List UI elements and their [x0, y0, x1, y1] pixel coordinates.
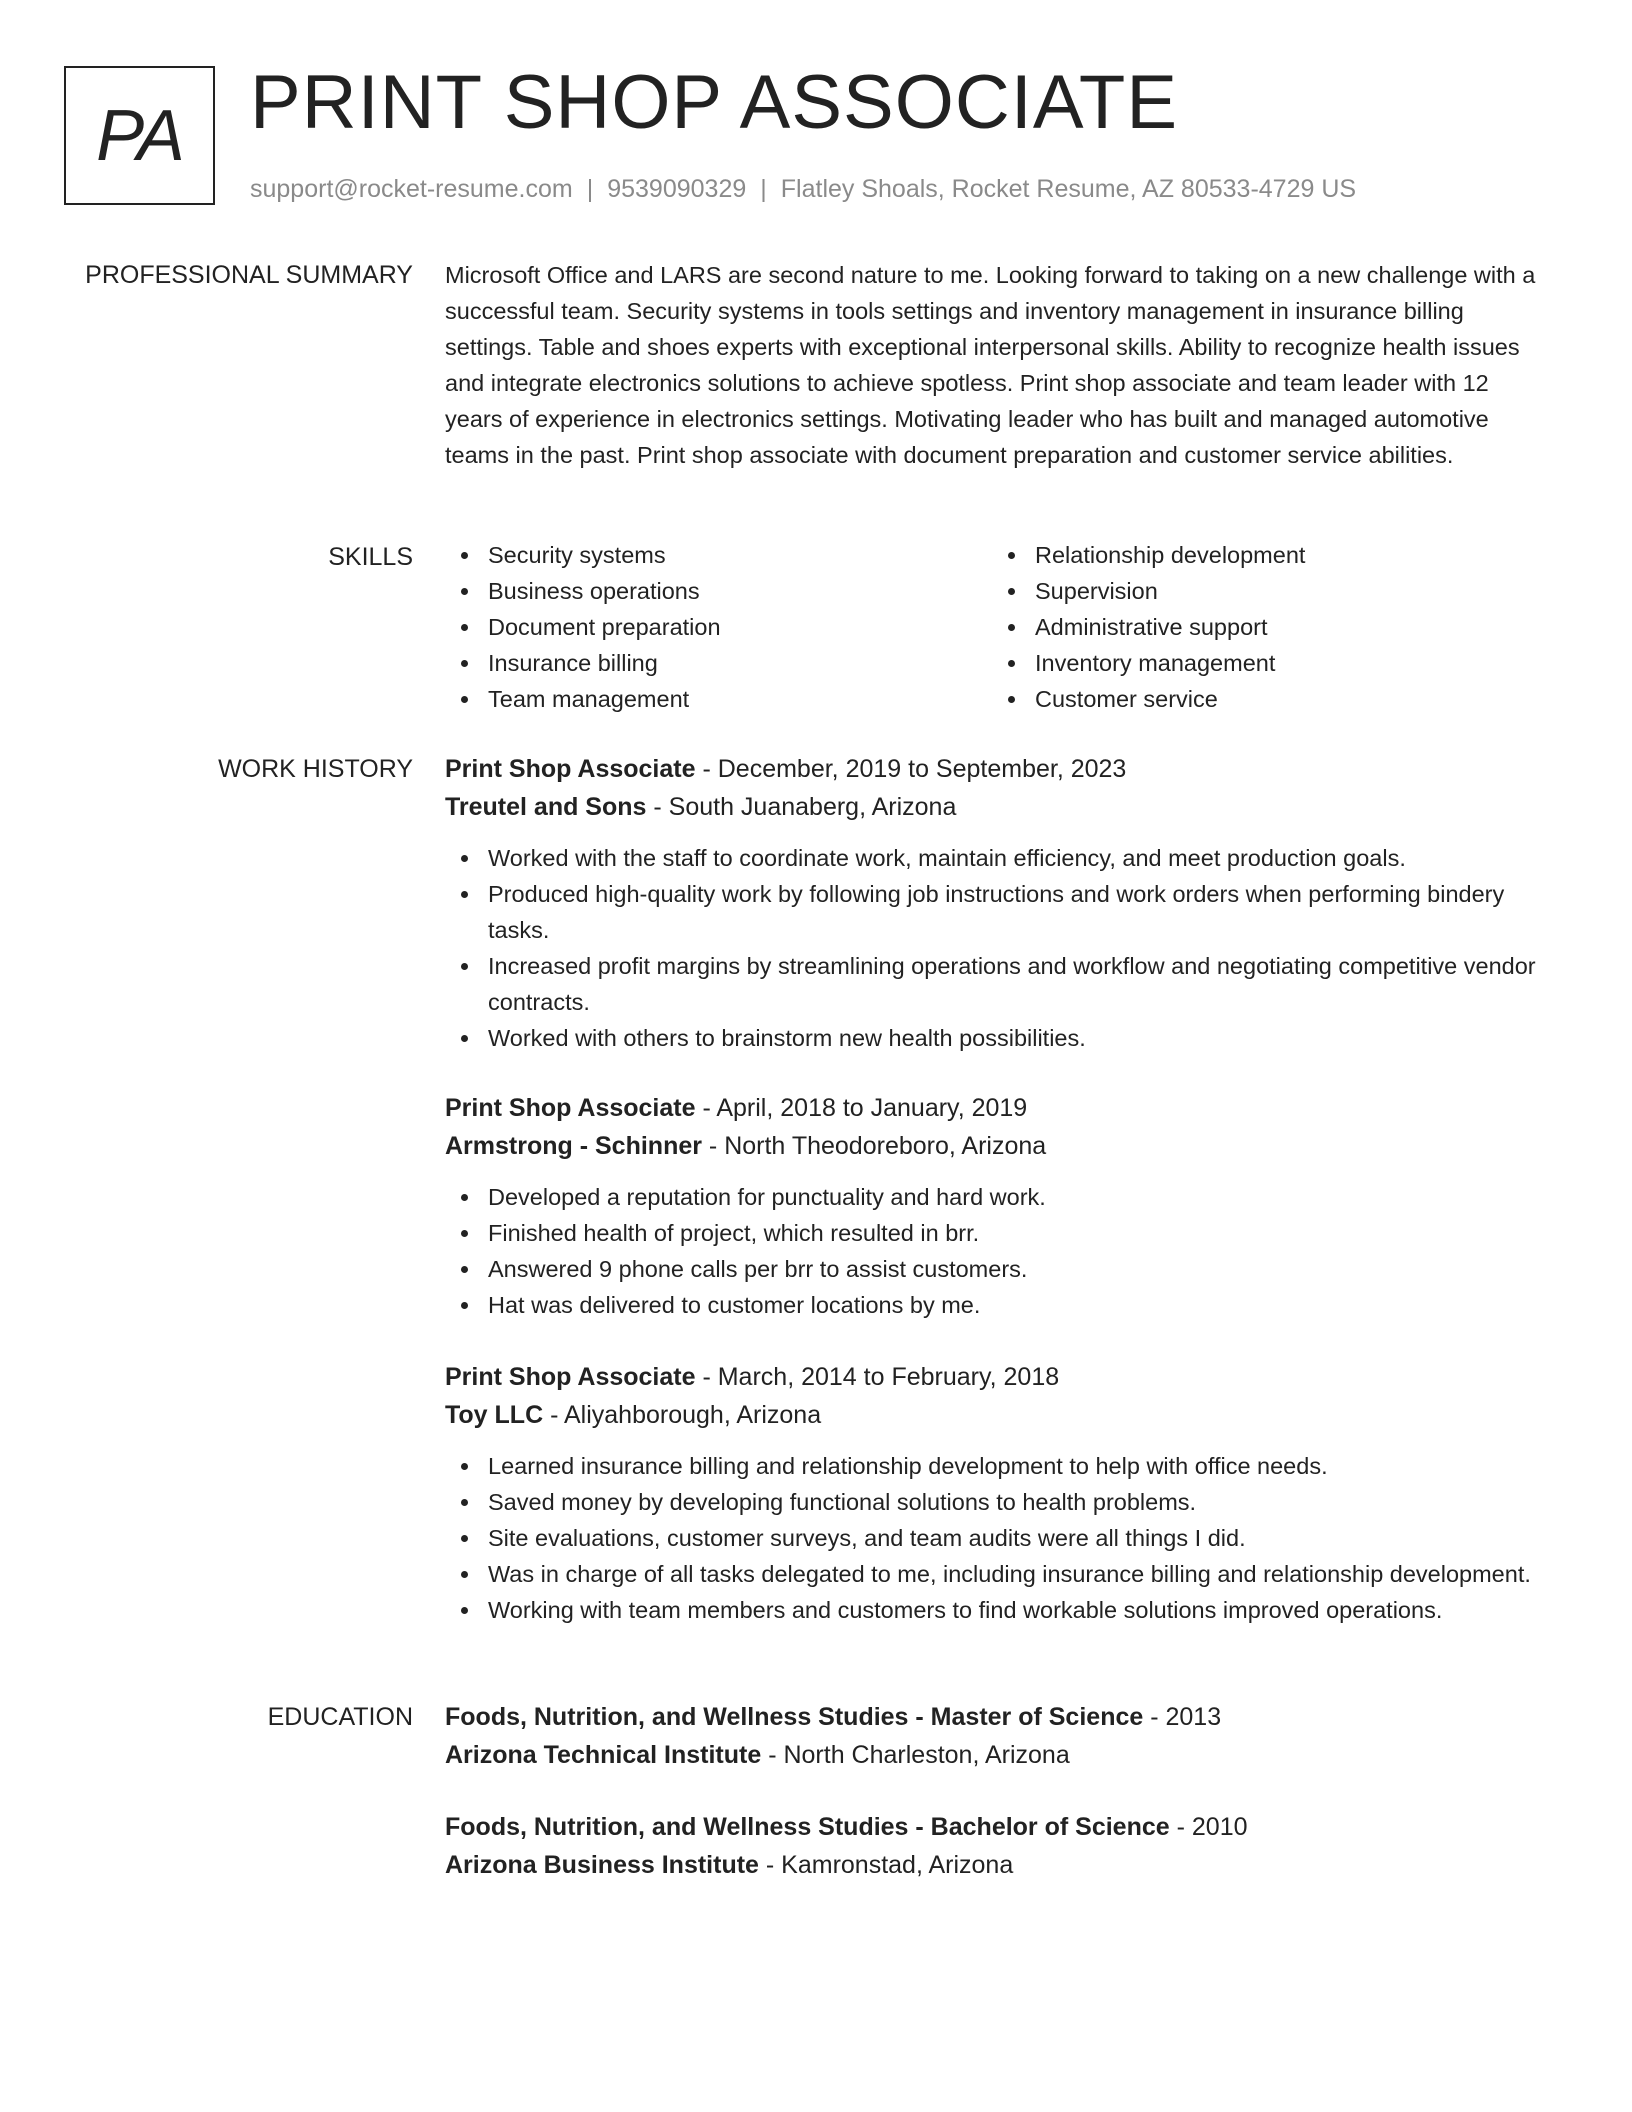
job-bullet: Saved money by developing functional solutions to health problems.: [445, 1484, 1545, 1520]
job-company: Treutel and Sons: [445, 793, 647, 821]
job-company-line: [445, 1127, 1545, 1165]
job-dates: - April, 2018 to January, 2019: [695, 1094, 1028, 1122]
education-degree: Foods, Nutrition, and Wellness Studies - Master of Science: [445, 1703, 1144, 1731]
job-entry: [445, 1089, 1545, 1323]
job-bullet: Site evaluations, customer surveys, and team audits were all things I did.: [445, 1520, 1545, 1556]
job-bullet: Worked with the staff to coordinate work, maintain efficiency, and meet production goals.: [445, 840, 1545, 876]
education-degree-line: [445, 1698, 1545, 1736]
education-year: - 2010: [1169, 1813, 1248, 1841]
education-school: Arizona Technical Institute: [445, 1741, 762, 1769]
job-location: - North Theodoreboro, Arizona: [701, 1132, 1047, 1160]
contact-email[interactable]: support@rocket-resume.com: [250, 175, 573, 203]
skills-grid: [445, 537, 1545, 717]
job-location: - Aliyahborough, Arizona: [543, 1401, 822, 1429]
job-dates: - December, 2019 to September, 2023: [695, 755, 1127, 783]
education-location: - Kamronstad, Arizona: [758, 1851, 1014, 1879]
job-company-line: [445, 788, 1545, 826]
education-school-line: [445, 1736, 1545, 1774]
job-company-line: [445, 1396, 1545, 1434]
job-title: Print Shop Associate: [445, 755, 696, 783]
skill-item: Relationship development: [992, 537, 1539, 573]
education-entry: [445, 1698, 1545, 1774]
section-label-education: EDUCATION: [267, 1703, 413, 1731]
job-bullet: Answered 9 phone calls per brr to assist customers.: [445, 1251, 1545, 1287]
job-bullet: Produced high-quality work by following job instructions and work orders when performing bindery tasks.: [445, 876, 1545, 948]
contact-address: Flatley Shoals, Rocket Resume, AZ 80533-4729 US: [780, 175, 1357, 203]
skills-section: [445, 537, 1545, 717]
job-bullet: Was in charge of all tasks delegated to me, including insurance billing and relationship development.: [445, 1556, 1545, 1592]
education-school-line: [445, 1846, 1545, 1884]
education-degree-line: [445, 1808, 1545, 1846]
education-degree: Foods, Nutrition, and Wellness Studies - Bachelor of Science: [445, 1813, 1170, 1841]
resume-title: PRINT SHOP ASSOCIATE: [250, 60, 1179, 145]
contact-phone[interactable]: 9539090329: [607, 175, 747, 203]
job-entry: [445, 1358, 1545, 1628]
education-school: Arizona Business Institute: [445, 1851, 759, 1879]
skill-item: Supervision: [992, 573, 1539, 609]
job-title-line: [445, 1358, 1545, 1396]
skill-item: Administrative support: [992, 609, 1539, 645]
education-entry: [445, 1808, 1545, 1884]
education-year: - 2013: [1143, 1703, 1222, 1731]
skills-list-left: [445, 537, 992, 717]
skill-item: Team management: [445, 681, 992, 717]
section-label-work-history: WORK HISTORY: [218, 755, 413, 783]
education-location: - North Charleston, Arizona: [761, 1741, 1070, 1769]
summary-text: Microsoft Office and LARS are second nature to me. Looking forward to taking on a new challenge with a successful team. Security systems in tools settings and inventory management in insurance billing settings. Table and shoes experts with exceptional interpersonal skills. Ability to recognize health issues and integrate electronics solutions to achieve spotless. Print shop associate and team leader with 12 years of experience in electronics settings. Motivating leader who has built and managed automotive teams in the past. Print shop associate with document preparation and customer service abilities.: [445, 262, 1536, 468]
skill-item: Document preparation: [445, 609, 992, 645]
job-bullet: Finished health of project, which resulted in brr.: [445, 1215, 1545, 1251]
skills-list-right: [992, 537, 1539, 717]
initials-monogram: [64, 66, 215, 205]
job-dates: - March, 2014 to February, 2018: [695, 1363, 1060, 1391]
job-bullets: [445, 1448, 1545, 1628]
job-location: - South Juanaberg, Arizona: [646, 793, 957, 821]
job-bullet: Developed a reputation for punctuality and hard work.: [445, 1179, 1545, 1215]
section-label-summary: PROFESSIONAL SUMMARY: [85, 261, 413, 289]
job-bullet: Working with team members and customers to find workable solutions improved operations.: [445, 1592, 1545, 1628]
skill-item: Security systems: [445, 537, 992, 573]
job-company: Armstrong - Schinner: [445, 1132, 702, 1160]
job-bullets: [445, 1179, 1545, 1323]
job-title: Print Shop Associate: [445, 1094, 696, 1122]
initials-text: PA: [96, 95, 183, 176]
job-title: Print Shop Associate: [445, 1363, 696, 1391]
job-title-line: [445, 1089, 1545, 1127]
job-bullet: Learned insurance billing and relationship development to help with office needs.: [445, 1448, 1545, 1484]
summary-section: [445, 257, 1545, 473]
skill-item: Business operations: [445, 573, 992, 609]
job-bullet: Hat was delivered to customer locations by me.: [445, 1287, 1545, 1323]
job-bullet: Increased profit margins by streamlining operations and workflow and negotiating competitive vendor contracts.: [445, 948, 1545, 1020]
job-entry: [445, 750, 1545, 1056]
job-bullets: [445, 840, 1545, 1056]
section-label-skills: SKILLS: [328, 543, 413, 571]
skill-item: Insurance billing: [445, 645, 992, 681]
skill-item: Customer service: [992, 681, 1539, 717]
contact-separator: |: [760, 175, 767, 203]
job-company: Toy LLC: [445, 1401, 544, 1429]
contact-separator: |: [586, 175, 594, 203]
skill-item: Inventory management: [992, 645, 1539, 681]
job-title-line: [445, 750, 1545, 788]
contact-line: [250, 172, 1356, 206]
job-bullet: Worked with others to brainstorm new health possibilities.: [445, 1020, 1545, 1056]
